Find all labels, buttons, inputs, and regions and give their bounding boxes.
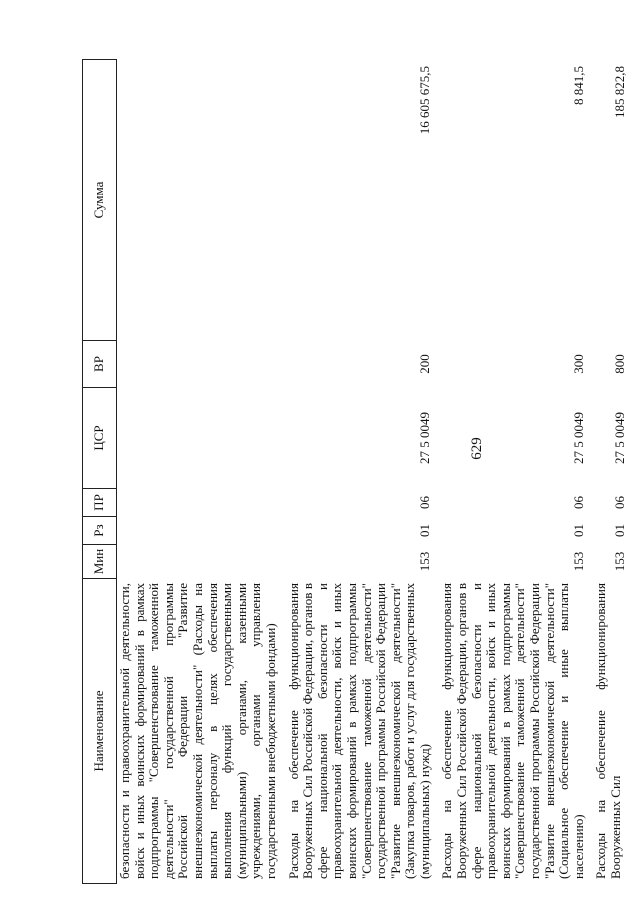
table-row	[438, 60, 592, 884]
row-vr	[117, 341, 285, 388]
row-min: 153	[612, 551, 627, 572]
row-sum: 16 605 675,5	[416, 66, 432, 135]
row-name: Расходы на обеспечение функционирования Вооруженных Сил	[593, 583, 623, 879]
row-csr: 27 5 0049	[612, 412, 627, 464]
row-min: 153	[416, 551, 432, 572]
row-pr: 06	[612, 496, 627, 509]
header-min: Мин	[83, 545, 117, 579]
table-header-row	[83, 60, 117, 884]
row-csr: 27 5 0049	[416, 412, 432, 464]
budget-table	[82, 59, 628, 884]
header-name: Наименование	[83, 579, 117, 884]
row-pr	[117, 489, 285, 517]
table-row	[117, 60, 285, 884]
row-name: безопасности и правоохранительной деятельности, войск и иных воинских формирований в рамках подпрограммы "Совершенствование таможенной деятельности" государственной программы Российской Федерации "Развитие внешнеэкономической деятельности" (Расходы на выплаты персоналу в целях обеспечения выполнения функций государственными (муниципальными) органами, казенными учреждениями, органами управления государственными внебюджетными фондами)	[117, 583, 278, 879]
row-sum: 8 841,5	[570, 66, 586, 105]
table-row	[592, 60, 627, 884]
header-rz: Рз	[83, 517, 117, 545]
table-row	[285, 60, 439, 884]
row-name: Расходы на обеспечение функционирования Вооруженных Сил Российской Федерации, органов в сфере национальной безопасности и правоохранительной деятельности, войск и иных воинских формирований в рамках подпрограммы "Совершенствование таможенной деятельности" государственной программы Российской Федерации "Развитие внешнеэкономической деятельности" (Закупка товаров, работ и услуг для государственных (муниципальных) нужд)	[285, 583, 432, 879]
row-vr: 300	[570, 354, 586, 374]
header-pr: ПР	[83, 489, 117, 517]
row-rz: 01	[612, 524, 627, 537]
header-csr: ЦСР	[83, 388, 117, 489]
row-rz	[117, 517, 285, 545]
header-vr: ВР	[83, 341, 117, 388]
page-number: 629	[468, 437, 485, 460]
row-pr: 06	[416, 496, 432, 509]
budget-table-sheet	[82, 60, 627, 884]
row-rz: 01	[416, 524, 432, 537]
row-vr: 800	[612, 354, 627, 374]
row-csr	[117, 388, 285, 489]
row-min: 153	[570, 551, 586, 572]
row-sum	[117, 60, 285, 341]
row-sum: 185 822,8	[612, 66, 627, 118]
row-vr: 200	[416, 354, 432, 374]
header-sum: Сумма	[83, 60, 117, 341]
row-name: Расходы на обеспечение функционирования Вооруженных Сил Российской Федерации, органов в сфере национальной безопасности и правоохранительной деятельности, войск и иных воинских формирований в рамках подпрограммы "Совершенствование таможенной деятельности" государственной программы Российской Федерации "Развитие внешнеэкономической деятельности" (Социальное обеспечение и иные выплаты населению)	[439, 583, 586, 879]
row-csr: 27 5 0049	[570, 412, 586, 464]
row-min	[117, 545, 285, 579]
row-pr: 06	[570, 496, 586, 509]
row-rz: 01	[570, 524, 586, 537]
